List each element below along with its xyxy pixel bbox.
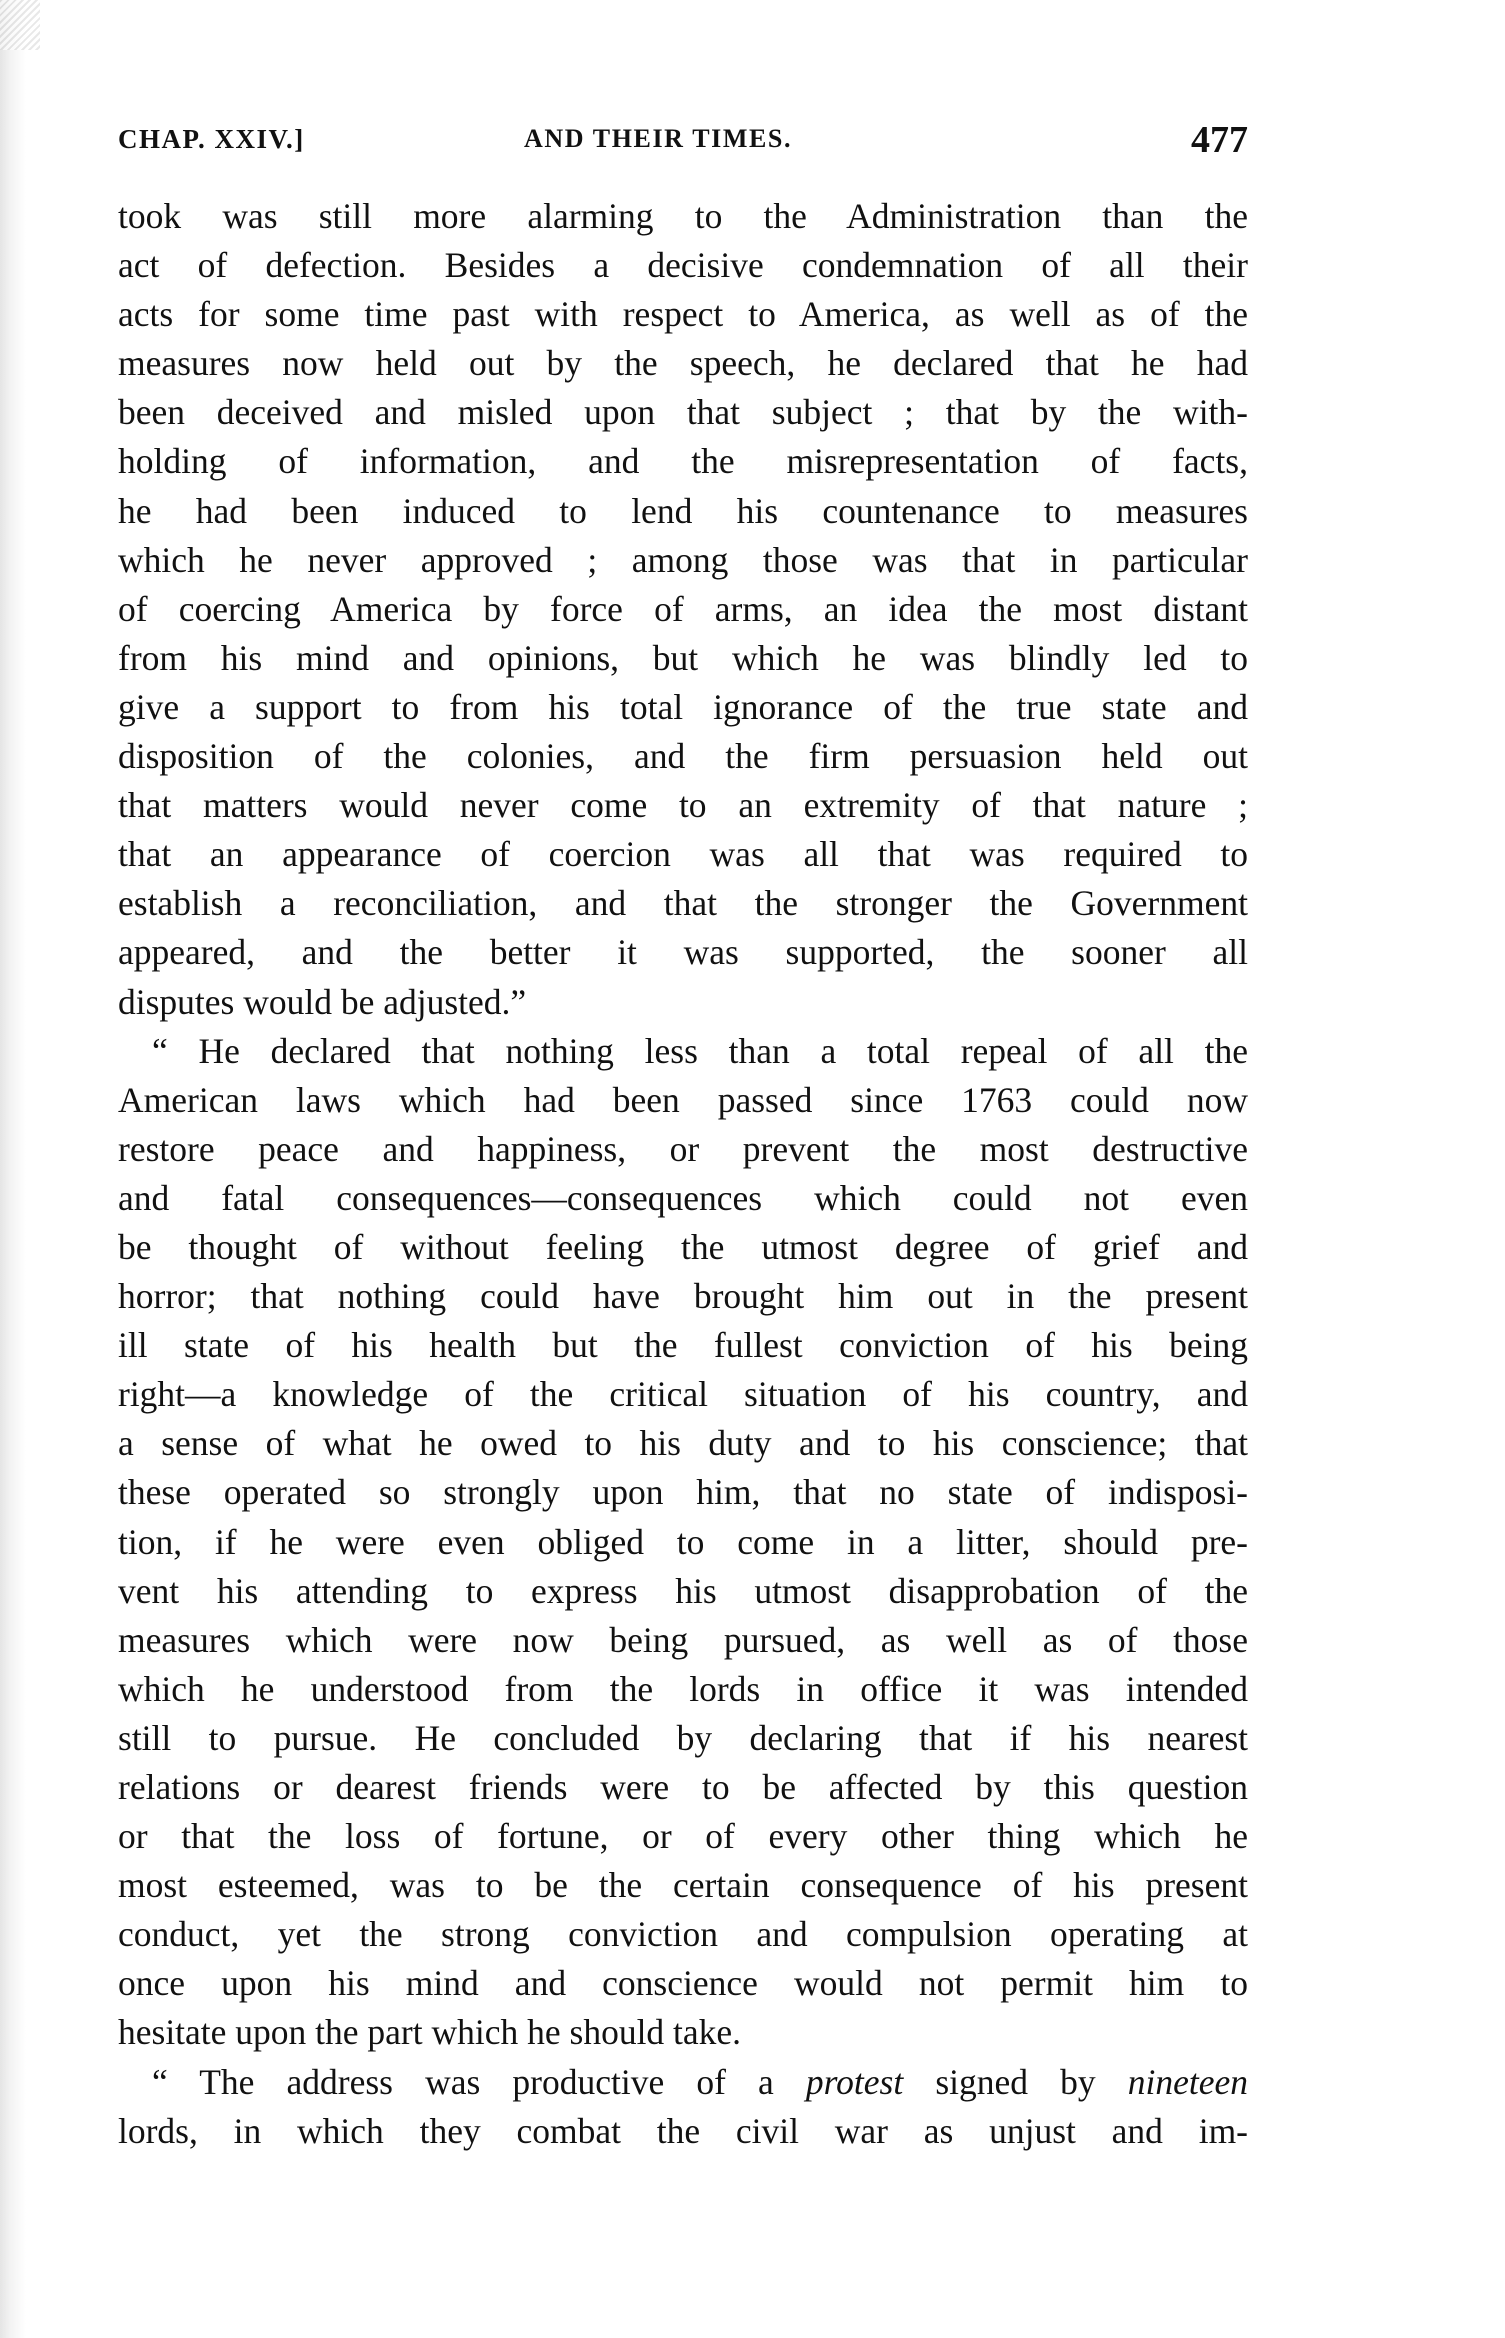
text-line: which he understood from the lords in office it was intended [118,1668,1248,1709]
text-line: and fatal consequences—consequences which could not even [118,1177,1248,1218]
text-line: relations or dearest friends were to be affected by this question [118,1767,1248,1807]
text-line: a sense of what he owed to his duty and to his conscience; that [118,1423,1248,1464]
chapter-marker: CHAP. XXIV.] [118,124,305,154]
text-line: been deceived and misled upon that subject ; that by the with- [118,392,1248,433]
text-line: took was still more alarming to the Administration than the [118,196,1248,236]
scan-edge-shadow [0,0,26,2338]
page-number: 477 [1191,119,1248,161]
body-text [118,192,1248,2156]
text-line: that an appearance of coercion was all that was required to [118,834,1248,875]
text-line: tion, if he were even obliged to come in a litter, should pre- [118,1521,1248,1562]
text-line: which he never approved ; among those was that in particular [118,539,1248,580]
text-line: American laws which had been passed since 1763 could now [118,1079,1248,1120]
text-line: acts for some time past with respect to America, as well as of the [118,294,1248,335]
text-line: holding of information, and the misrepresentation of facts, [118,441,1248,482]
final-line-text-a: “ The address was productive of a [152,2061,806,2102]
text-line: be thought of without feeling the utmost degree of grief and [118,1226,1248,1267]
text-line: measures which were now being pursued, as well as of those [118,1619,1248,1660]
text-line: measures now held out by the speech, he declared that he had [118,343,1248,384]
text-line: disposition of the colonies, and the firm persuasion held out [118,736,1248,777]
running-head [118,118,1248,164]
paragraph-end-line: hesitate upon the part which he should take. [118,2012,742,2053]
italic-nineteen: nineteen [1127,2061,1248,2102]
text-line: still to pursue. He concluded by declaring that if his nearest [118,1717,1248,1758]
final-line-text-b: signed by [903,2061,1128,2102]
paragraph-end-line: disputes would be adjusted.” [118,981,527,1022]
text-line: vent his attending to express his utmost disapprobation of the [118,1570,1248,1611]
text-line: conduct, yet the strong conviction and compulsion operating at [118,1914,1248,1955]
text-line: act of defection. Besides a decisive condemnation of all their [118,245,1248,286]
text-line: lords, in which they combat the civil war as unjust and im- [118,2110,1248,2151]
text-line: from his mind and opinions, but which he was blindly led to [118,637,1248,678]
text-line: he had been induced to lend his countenance to measures [118,490,1248,531]
text-line: of coercing America by force of arms, an idea the most distant [118,588,1248,629]
text-line: establish a reconciliation, and that the stronger the Government [118,883,1248,924]
italic-protest: protest [805,2061,904,2102]
text-line: restore peace and happiness, or prevent the most destructive [118,1128,1248,1169]
paragraph-start-line: “ He declared that nothing less than a total repeal of all the [152,1030,1248,1071]
running-title: AND THEIR TIMES. [524,124,793,153]
text-line: appeared, and the better it was supported, the sooner all [118,932,1248,973]
text-line: once upon his mind and conscience would not permit him to [118,1963,1248,2004]
text-line: these operated so strongly upon him, that no state of indisposi- [118,1472,1248,1513]
text-line: horror; that nothing could have brought him out in the present [118,1276,1248,1317]
text-line: give a support to from his total ignorance of the true state and [118,686,1248,727]
scan-corner-artifact [0,0,40,50]
text-line: or that the loss of fortune, or of every other thing which he [118,1816,1248,1857]
text-line: ill state of his health but the fullest conviction of his being [118,1325,1248,1366]
text-line: most esteemed, was to be the certain consequence of his present [118,1865,1248,1906]
text-line: that matters would never come to an extremity of that nature ; [118,785,1248,826]
paragraph-start-line [118,2058,1248,2107]
text-line: right—a knowledge of the critical situation of his country, and [118,1374,1248,1415]
